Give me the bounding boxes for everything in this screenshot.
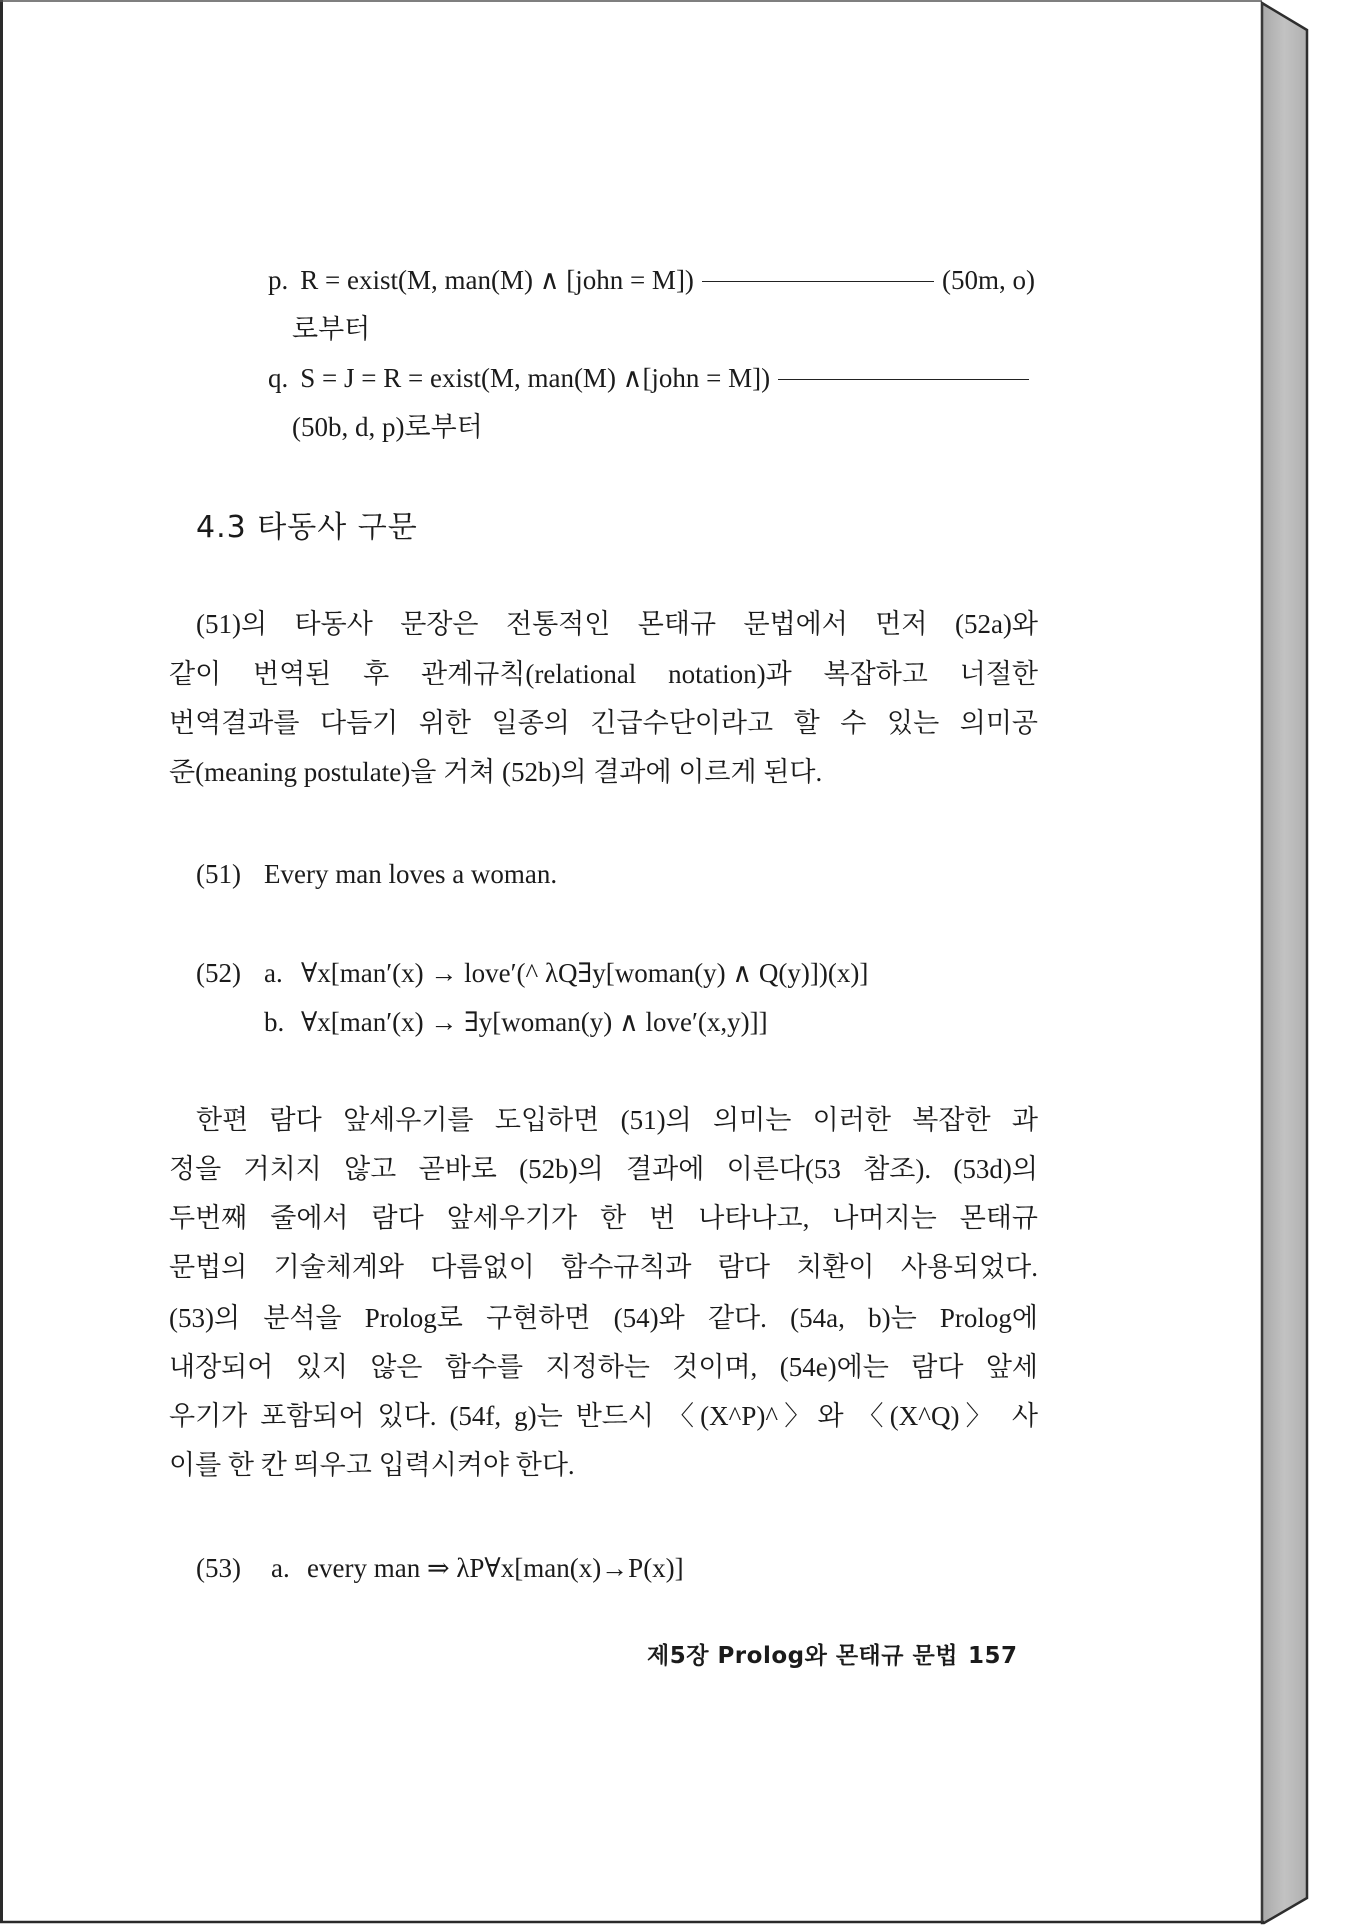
derivation-q-leader-rule [778,379,1029,380]
example-51-number: (51) [196,859,241,889]
paragraph-2-line: 이를 한 칸 띄우고 입력시켜야 한다. [169,1450,575,1480]
example-53-number: (53) [196,1553,241,1583]
paragraph-1-line: 같이 번역된 후 관계규칙(relational notation)과 복잡하고 너절한 [169,659,1038,689]
example-52-number: (52) [196,958,241,988]
page-stack-edge [1262,3,1307,1923]
example-52a-label: a. [264,958,283,988]
section-heading: 4.3 타동사 구문 [196,510,418,545]
derivation-p-continuation: 로부터 [292,314,371,344]
derivation-q-continuation: (50b, d, p)로부터 [292,412,483,442]
paragraph-2-line: 내장되어 있지 않은 함수를 지정하는 것이며, (54e)에는 람다 앞세 [169,1352,1038,1382]
paragraph-2-line: (53)의 분석을 Prolog로 구현하면 (54)와 같다. (54a, b)는 Prolog에 [169,1303,1038,1333]
derivation-p-label: p. [268,265,289,295]
page-number: 157 [968,1643,1018,1669]
example-52b-formula: ∀x[man′(x) → ∃y[woman(y) ∧ love′(x,y)]] [301,1007,768,1037]
paragraph-2-line: 우기가 포함되어 있다. (54f, g)는 반드시 〈(X^P)^〉와 〈(X^Q)〉 사 [169,1401,1038,1431]
paragraph-1-line: (51)의 타동사 문장은 전통적인 몬태규 문법에서 먼저 (52a)와 [196,609,1038,639]
derivation-p-leader-rule [702,281,934,282]
derivation-q-formula: S = J = R = exist(M, man(M) ∧[john = M]) [300,363,771,393]
example-53a-formula: every man ⇒ λP∀x[man(x)→P(x)] [307,1553,684,1583]
paragraph-1-line: 준(meaning postulate)을 거쳐 (52b)의 결과에 이르게 된다. [169,757,823,787]
paragraph-2-line: 정을 거치지 않고 곧바로 (52b)의 결과에 이른다(53 참조). (53d)의 [169,1154,1038,1184]
example-51-text: Every man loves a woman. [264,859,558,889]
paragraph-1-line: 번역결과를 다듬기 위한 일종의 긴급수단이라고 할 수 있는 의미공 [169,708,1038,738]
derivation-q-line [268,358,1029,398]
derivation-p-line [268,260,1035,300]
paragraph-2-line: 한편 람다 앞세우기를 도입하면 (51)의 의미는 이러한 복잡한 과 [196,1105,1038,1135]
derivation-q-label: q. [268,363,289,393]
running-title: 제5장 Prolog와 몬태규 문법 [647,1643,958,1669]
paragraph-2-line: 문법의 기술체계와 다름없이 함수규칙과 람다 치환이 사용되었다. [169,1252,1038,1282]
example-52b-label: b. [264,1007,285,1037]
paragraph-2-line: 두번째 줄에서 람다 앞세우기가 한 번 나타나고, 나머지는 몬태규 [169,1203,1038,1233]
example-53a-label: a. [271,1553,290,1583]
derivation-p-formula: R = exist(M, man(M) ∧ [john = M]) [300,265,694,295]
example-52a-formula: ∀x[man′(x) → love′(^ λQ∃y[woman(y) ∧ Q(y)])(x)] [301,958,869,988]
derivation-p-reference: (50m, o) [942,265,1035,295]
